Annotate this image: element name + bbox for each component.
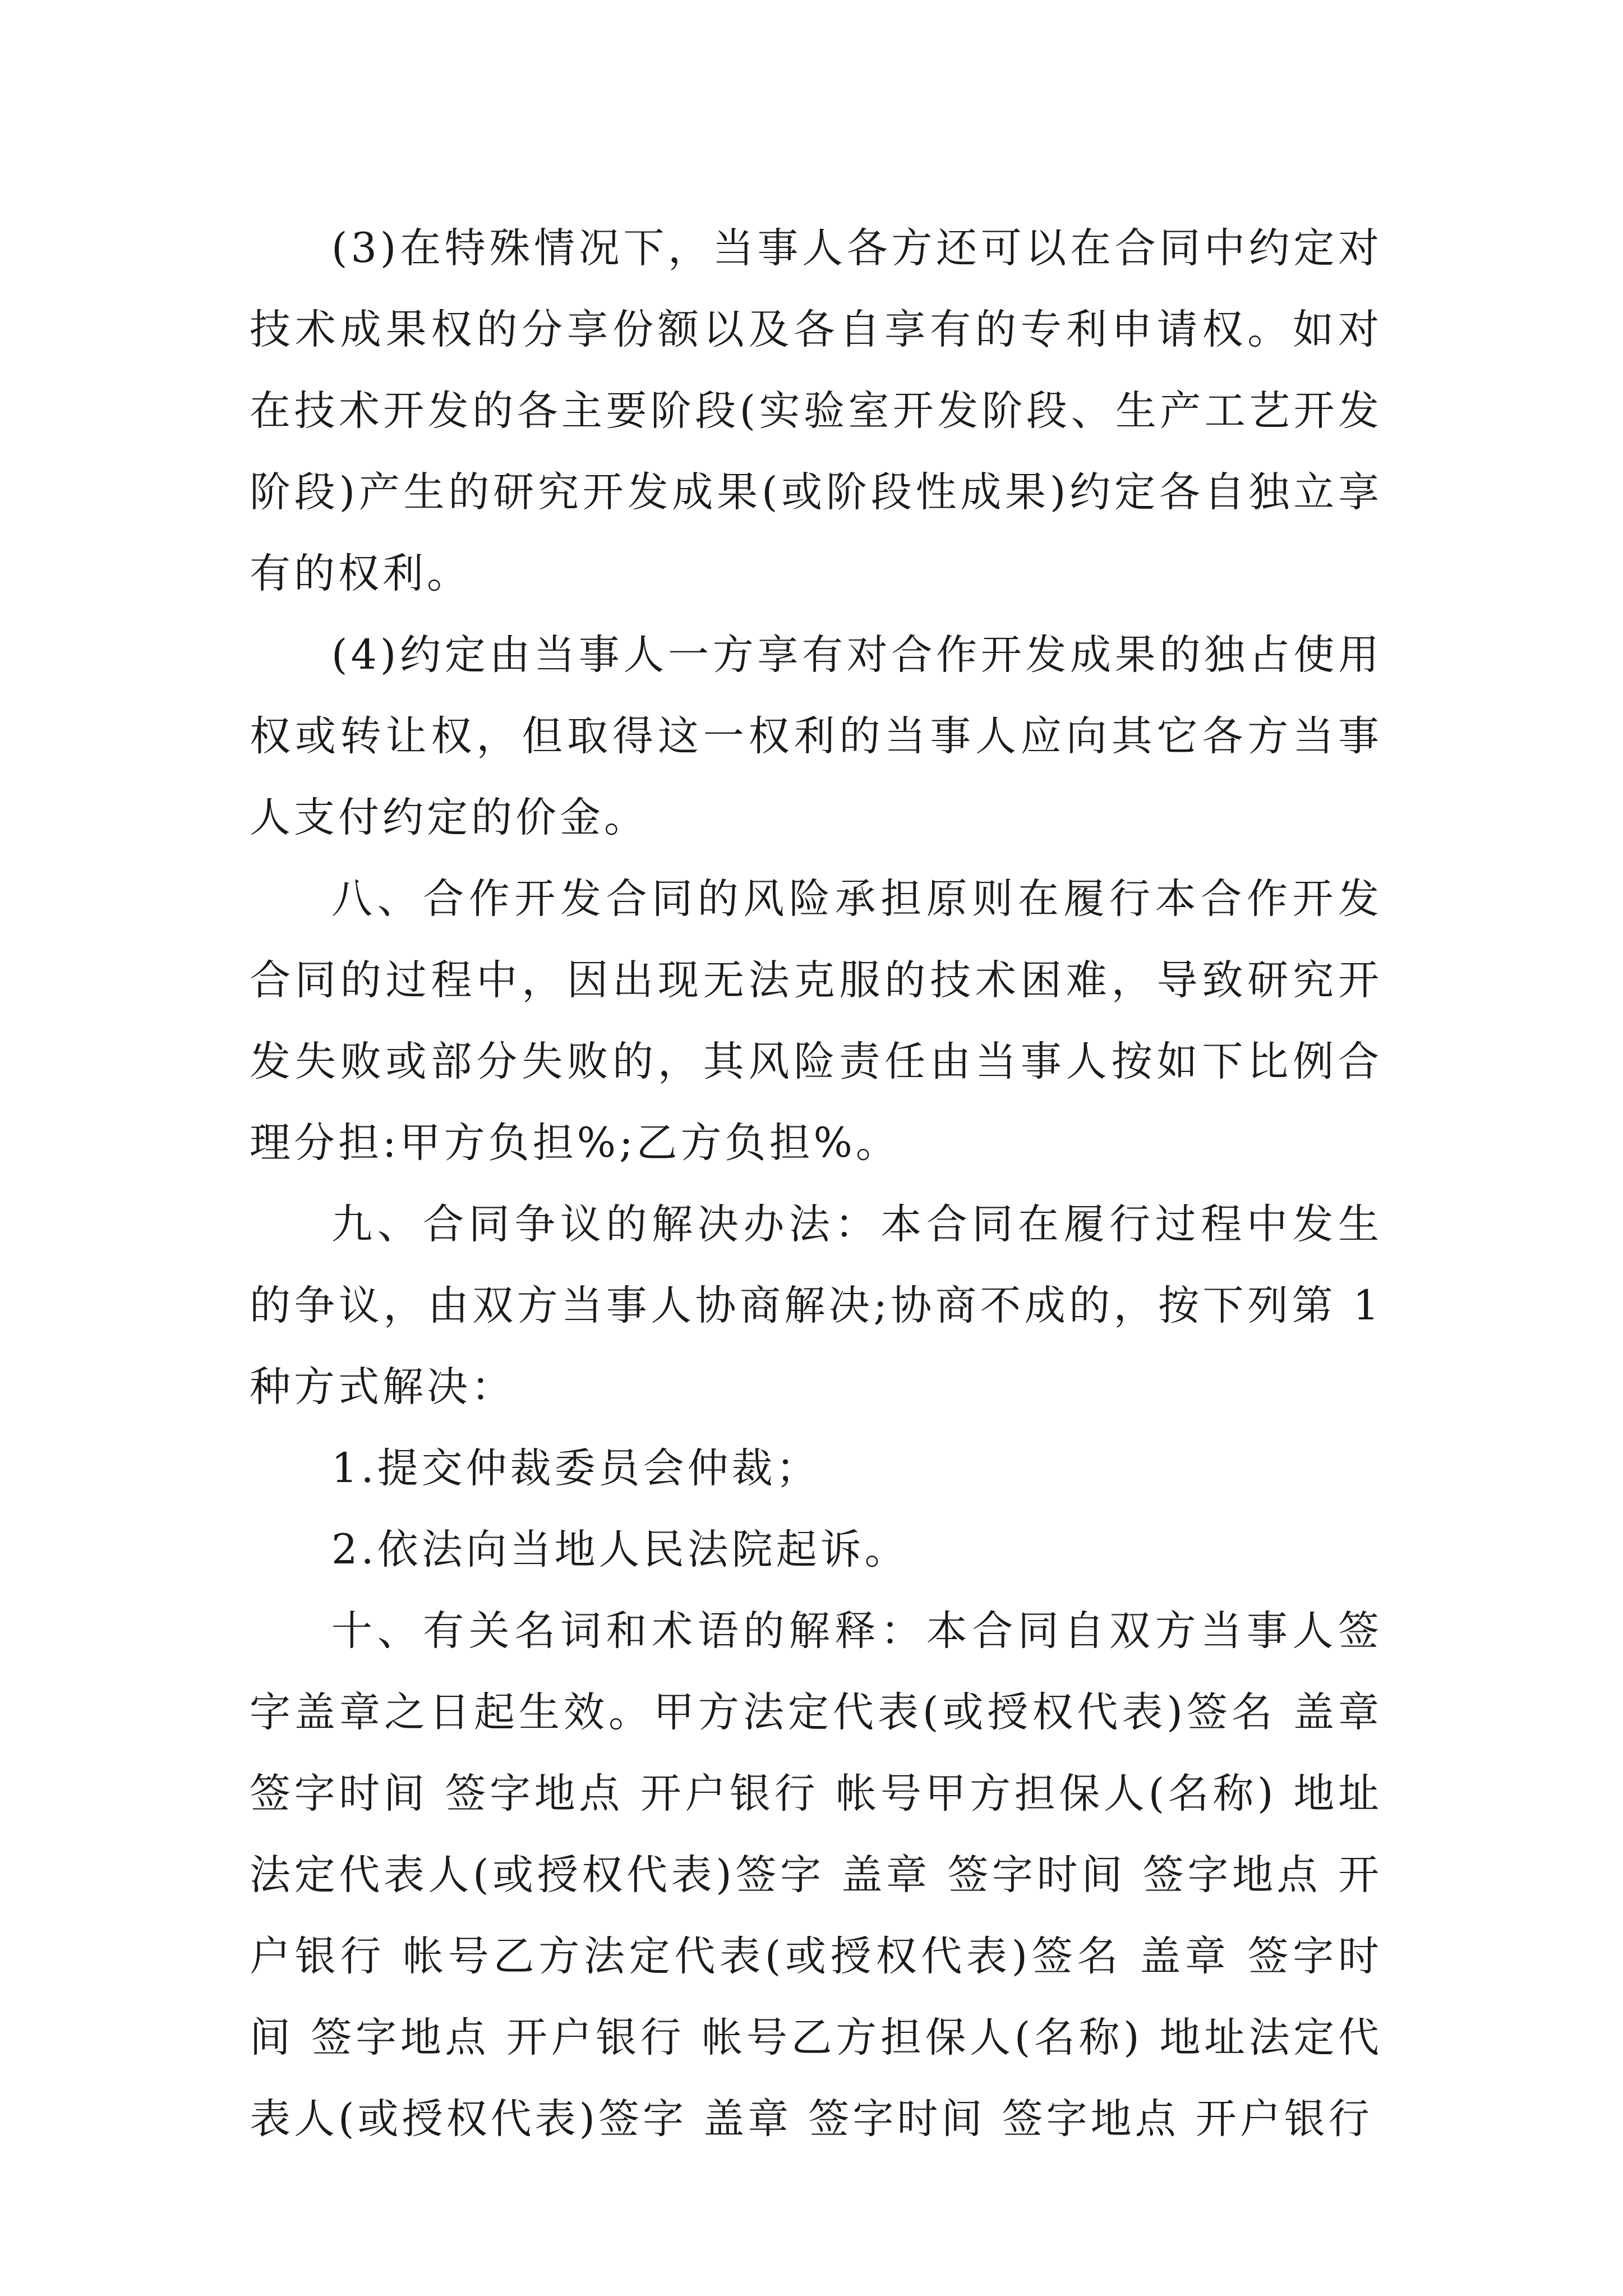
paragraph-section-8-risk: 八、合作开发合同的风险承担原则在履行本合作开发合同的过程中，因出现无法克服的技术困难，导致研究开发失败或部分失败的，其风险责任由当事人按如下比例合理分担:甲方负担%;乙方负担%。 xyxy=(250,875,1382,1167)
paragraph-clause-4: (4)约定由当事人一方享有对合作开发成果的独占使用权或转让权，但取得这一权利的当事人应向其它各方当事人支付约定的价金。 xyxy=(250,631,1382,841)
paragraph-clause-3: (3)在特殊情况下，当事人各方还可以在合同中约定对技术成果权的分享份额以及各自享有的专利申请权。如对在技术开发的各主要阶段(实验室开发阶段、生产工艺开发阶段)产生的研究开发成果(或阶段性成果)约定各自独立享有的权利。 xyxy=(250,224,1382,597)
paragraph-section-10-terms: 十、有关名词和术语的解释：本合同自双方当事人签字盖章之日起生效。甲方法定代表(或授权代表)签名 盖章 签字时间 签字地点 开户银行 帐号甲方担保人(名称) 地址法定代表人(或授权代表)签字 盖章 签字时间 签字地点 开户银行 帐号乙方法定代表(或授权代表)签名 盖章 签字时间 签字地点 开户银行 帐号乙方担保人(名称) 地址法定代表人(或授权代表)签字 盖章 签字时间 签字地点 开户银行 xyxy=(250,1607,1382,2143)
paragraph-dispute-option-2: 2.依法向当地人民法院起诉。 xyxy=(331,1526,909,1573)
paragraph-dispute-option-1: 1.提交仲裁委员会仲裁； xyxy=(331,1444,820,1492)
document-body xyxy=(250,208,1382,2160)
paragraph-section-9-dispute: 九、合同争议的解决办法：本合同在履行过程中发生的争议，由双方当事人协商解决;协商不成的，按下列第 1 种方式解决： xyxy=(250,1200,1382,1411)
